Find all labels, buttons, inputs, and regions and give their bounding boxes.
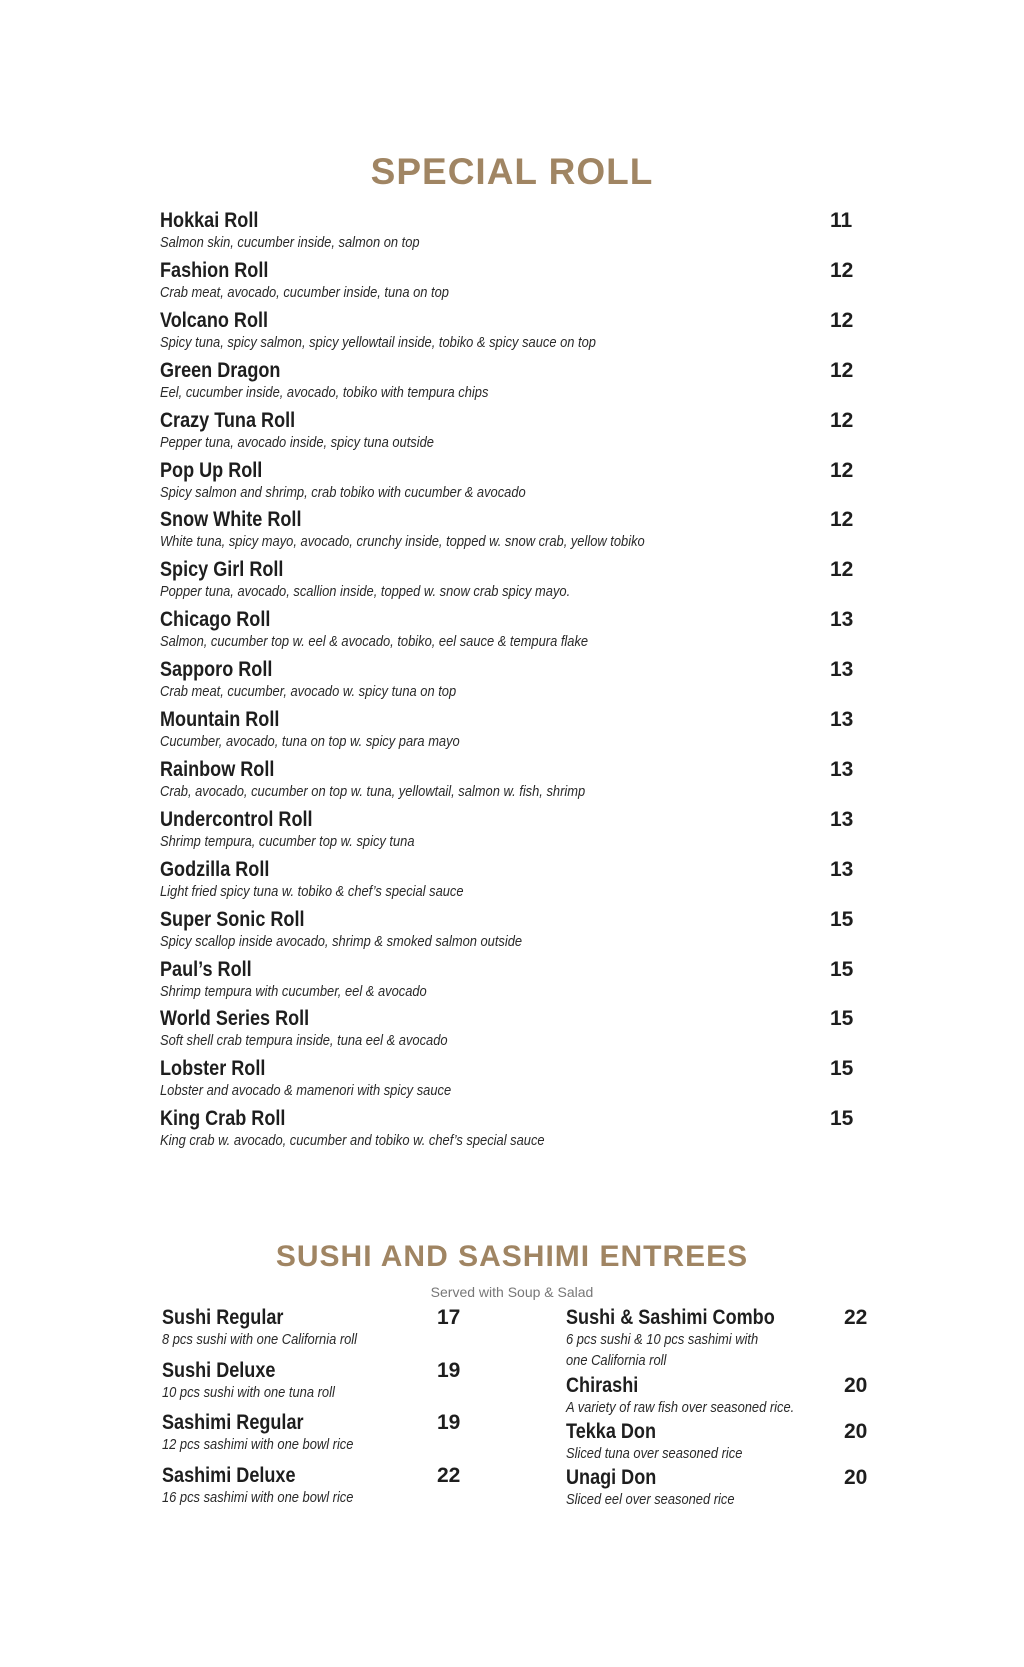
menu-item-price: 15 [830,1057,854,1081]
menu-item [160,558,860,608]
menu-item-desc: Spicy scallop inside avocado, shrimp & smoked salmon outside [160,932,523,950]
entree-item-price: 17 [437,1306,461,1329]
menu-item-desc: Lobster and avocado & mamenori with spicy sauce [160,1082,452,1100]
menu-item-desc: Crab, avocado, cucumber on top w. tuna, yellowtail, salmon w. fish, shrimp [160,782,586,800]
entree-item-desc: 10 pcs sushi with one tuna roll [162,1384,335,1401]
menu-item [160,958,860,1008]
menu-item [160,758,860,808]
entree-item-name: Sushi & Sashimi Combo [566,1306,775,1329]
menu-item [160,508,860,558]
menu-item-name: Pop Up Roll [160,458,263,482]
menu-item-price: 13 [830,708,854,731]
menu-item [160,858,860,908]
menu-item-price: 12 [830,358,854,382]
menu-item-name: Fashion Roll [160,258,269,282]
menu-item [160,908,860,958]
entree-item-name: Chirashi [566,1374,639,1397]
menu-item [160,808,860,858]
menu-item-desc: Popper tuna, avocado, scallion inside, topped w. snow crab spicy mayo. [160,583,571,601]
menu-item-desc: King crab w. avocado, cucumber and tobiko w. chef’s special sauce [160,1132,545,1150]
menu-item-name: Lobster Roll [160,1057,266,1081]
menu-item-price: 15 [830,907,854,931]
menu-item-price: 12 [830,408,854,432]
menu-item [160,1057,860,1107]
entree-item-desc2: one California roll [566,1352,667,1369]
menu-item-desc: Soft shell crab tempura inside, tuna eel & avocado [160,1032,448,1050]
entree-item-price: 20 [844,1420,868,1443]
entree-item-price: 19 [437,1359,461,1382]
menu-item-desc: Crab meat, cucumber, avocado w. spicy tuna on top [160,683,457,701]
menu-item [160,409,860,459]
entree-item-name: Sushi Regular [162,1306,284,1329]
menu-item [160,309,860,359]
menu-item-desc: Light fried spicy tuna w. tobiko & chef’s special sauce [160,882,464,900]
entree-item-desc: 6 pcs sushi & 10 pcs sashimi with [566,1331,759,1348]
menu-item-name: World Series Roll [160,1007,310,1031]
menu-item-desc: Salmon skin, cucumber inside, salmon on top [160,234,420,251]
menu-item-desc: Pepper tuna, avocado inside, spicy tuna outside [160,433,434,451]
menu-item [160,459,860,509]
menu-item [160,359,860,409]
entree-item-price: 20 [844,1374,868,1397]
menu-item [160,608,860,658]
menu-item [160,708,860,758]
menu-item-price: 12 [830,308,854,332]
menu-item-price: 13 [830,807,854,831]
menu-item-name: Green Dragon [160,358,281,382]
entree-item-desc: 8 pcs sushi with one California roll [162,1331,358,1348]
entree-item-desc: Sliced tuna over seasoned rice [566,1445,743,1462]
entree-item-name: Unagi Don [566,1466,657,1489]
menu-item-price: 15 [830,1107,854,1131]
menu-item-name: Volcano Roll [160,308,269,332]
menu-item-price: 12 [830,558,854,582]
menu-item-desc: Shrimp tempura, cucumber top w. spicy tuna [160,832,415,850]
menu-item-desc: Cucumber, avocado, tuna on top w. spicy para mayo [160,733,460,750]
menu-item-price: 12 [830,458,854,482]
entree-item-desc: Sliced eel over seasoned rice [566,1491,735,1508]
menu-item-name: Hokkai Roll [160,209,259,232]
menu-item-name: Super Sonic Roll [160,907,305,931]
entree-item-price: 22 [437,1464,461,1487]
menu-item [160,658,860,708]
menu-item-price: 13 [830,857,854,881]
menu-item [160,1007,860,1057]
menu-item-name: Snow White Roll [160,508,302,532]
entree-item-price: 22 [844,1306,868,1329]
entree-item-price: 20 [844,1466,868,1489]
menu-item-desc: Spicy salmon and shrimp, crab tobiko with cucumber & avocado [160,483,526,501]
menu-item-desc: White tuna, spicy mayo, avocado, crunchy inside, topped w. snow crab, yellow tobiko [160,533,645,551]
menu-item-name: Sapporo Roll [160,658,273,682]
entree-item-name: Sushi Deluxe [162,1359,276,1382]
menu-item-desc: Spicy tuna, spicy salmon, spicy yellowtail inside, tobiko & spicy sauce on top [160,333,596,351]
menu-item-name: King Crab Roll [160,1107,286,1131]
entree-item-name: Sashimi Deluxe [162,1464,296,1487]
menu-item [160,1107,860,1157]
menu-item-name: Chicago Roll [160,608,271,632]
entrees-title: SUSHI AND SASHIMI ENTREES [275,1240,749,1273]
menu-item-price: 13 [830,757,854,781]
menu-item-price: 15 [830,1007,854,1031]
menu-item-price: 11 [830,209,853,232]
menu-item-desc: Shrimp tempura with cucumber, eel & avocado [160,982,427,1000]
menu-item-price: 15 [830,957,854,981]
entree-item-desc: 12 pcs sashimi with one bowl rice [162,1436,354,1453]
menu-item-name: Crazy Tuna Roll [160,408,296,432]
menu-item-desc: Eel, cucumber inside, avocado, tobiko with tempura chips [160,383,489,401]
menu-item-name: Undercontrol Roll [160,807,313,831]
entree-item-price: 19 [437,1411,461,1434]
menu-item [160,259,860,309]
menu-item-name: Godzilla Roll [160,857,270,881]
menu-item-name: Paul’s Roll [160,957,252,981]
menu-item [160,209,860,259]
menu-item-price: 13 [830,608,854,632]
menu-item-name: Spicy Girl Roll [160,558,284,582]
entree-item-desc: A variety of raw fish over seasoned rice. [566,1399,795,1416]
menu-item-price: 12 [830,508,854,532]
menu-item-name: Rainbow Roll [160,757,275,781]
menu-item-name: Mountain Roll [160,708,280,731]
menu-item-price: 12 [830,258,854,282]
menu-item-price: 13 [830,658,854,682]
entrees-subtitle: Served with Soup & Salad [430,1284,594,1300]
entree-item-name: Tekka Don [566,1420,657,1443]
menu-item-desc: Crab meat, avocado, cucumber inside, tuna on top [160,283,449,301]
entree-item-name: Sashimi Regular [162,1411,304,1434]
menu-item-desc: Salmon, cucumber top w. eel & avocado, tobiko, eel sauce & tempura flake [160,633,589,651]
special-roll-title: SPECIAL ROLL [370,151,654,192]
entree-item-desc: 16 pcs sashimi with one bowl rice [162,1489,354,1506]
